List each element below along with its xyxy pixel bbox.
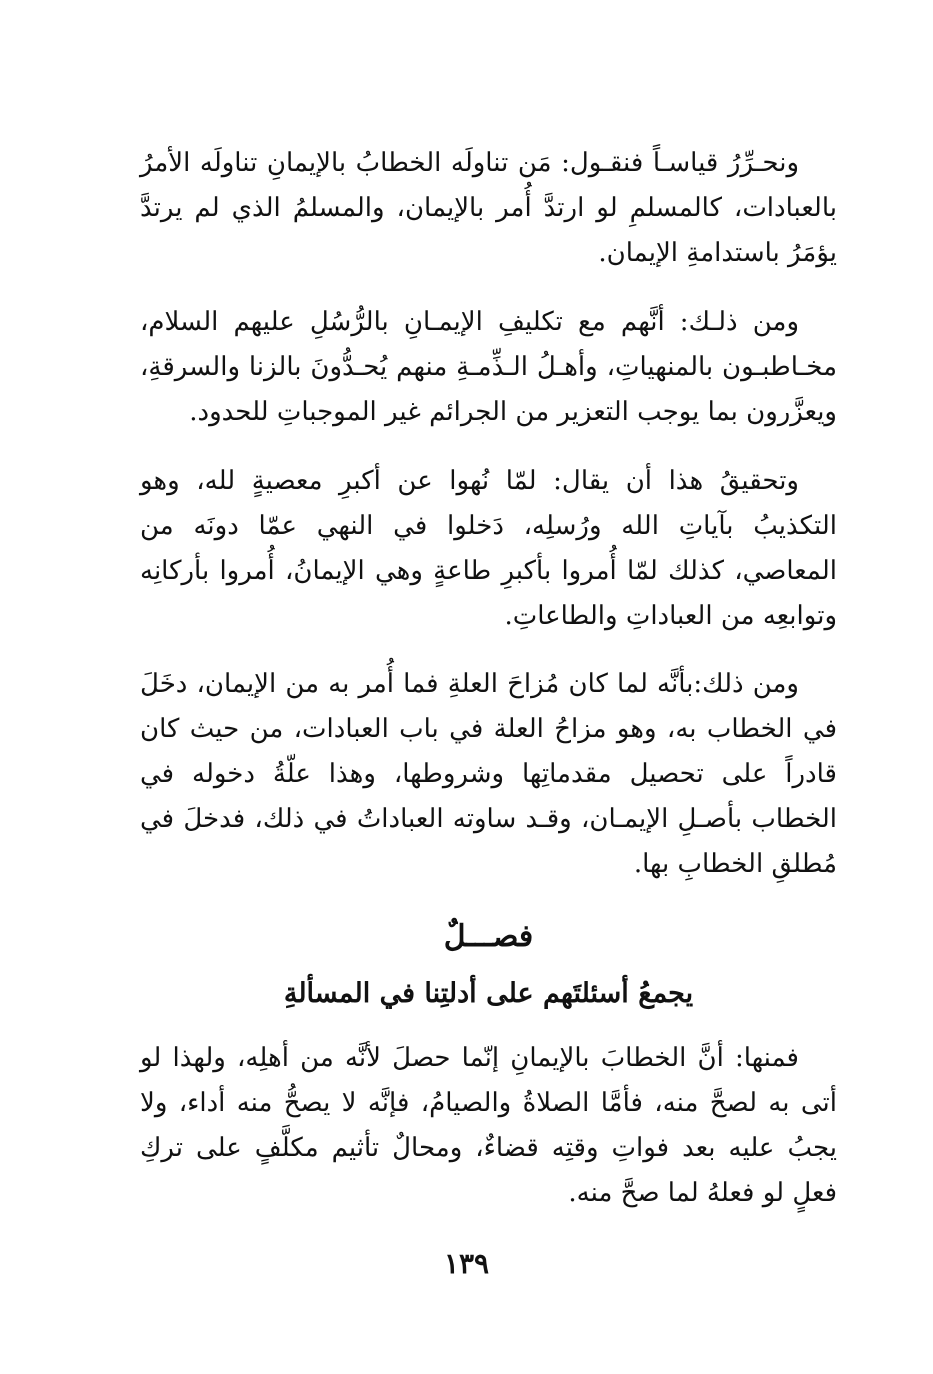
- paragraph-1: ونحـرِّرُ قياسـاً فنقـول: مَن تناولَه الخطابُ بالإيمانِ تناولَه الأمرُ بالعبادات، كالمسلمِ لو ارتدَّ أُمر بالإيمان، والمسلمُ الذي لم يرتدَّ يؤمَرُ باستدامةِ الإيمان.: [140, 148, 837, 268]
- page-number: ١٣٩: [443, 1247, 490, 1280]
- paragraph-5: فمنها: أنَّ الخطابَ بالإيمانِ إنّما حصلَ لأنَّه من أهلِه، ولهذا لو أتى به لصحَّ منه، فأمَّا الصلاةُ والصيامُ، فإنَّه لا يصحُّ منه أداء، ولا يجبُ عليه بعد فواتِ وقتِه قضاءٌ، ومحالٌ تأثيم مكلَّفٍ على تركِ فعلٍ لو فعلهُ لما صحَّ منه.: [140, 1043, 837, 1208]
- section-heading: فصـــلٌ: [443, 919, 534, 954]
- paragraph-2: ومن ذلـك: أنَّهم مع تكليفِ الإيمـانِ بالرُّسُلِ عليهم السلام، مخـاطبـون بالمنهياتِ، وأهـلُ الـذِّمـةِ منهم يُحـدُّونَ بالزنا والسرقةِ، ويعزَّرون بما يوجب التعزير من الجرائم غير الموجباتِ للحدود.: [140, 307, 837, 427]
- section-subheading: يجمعُ أسئلتَهم على أدلتِنا في المسألةِ: [283, 978, 694, 1009]
- paragraph-3: وتحقيقُ هذا أن يقال: لمّا نُهوا عن أكبرِ معصيةٍ لله، وهو التكذيبُ بآياتِ الله ورُسلِه، دَخلوا في النهي عمّا دونَه من المعاصي، كذلك لمّا أُمروا بأكبرِ طاعةٍ وهي الإيمانُ، أُمروا بأركانِه وتوابعِه من العباداتِ والطاعاتِ.: [140, 466, 837, 631]
- paragraph-4: ومن ذلك:بأنَّه لما كان مُزاحَ العلةِ فما أُمر به من الإيمان، دخَلَ في الخطاب به، وهو مزاحُ العلة في باب العبادات، من حيث كان قادراً على تحصيل مقدماتِها وشروطها، وهذا علّةُ دخوله في الخطاب بأصـلِ الإيمـان، وقـد ساوته العباداتُ في ذلك، فدخلَ في مُطلقِ الخطابِ بها.: [140, 669, 837, 879]
